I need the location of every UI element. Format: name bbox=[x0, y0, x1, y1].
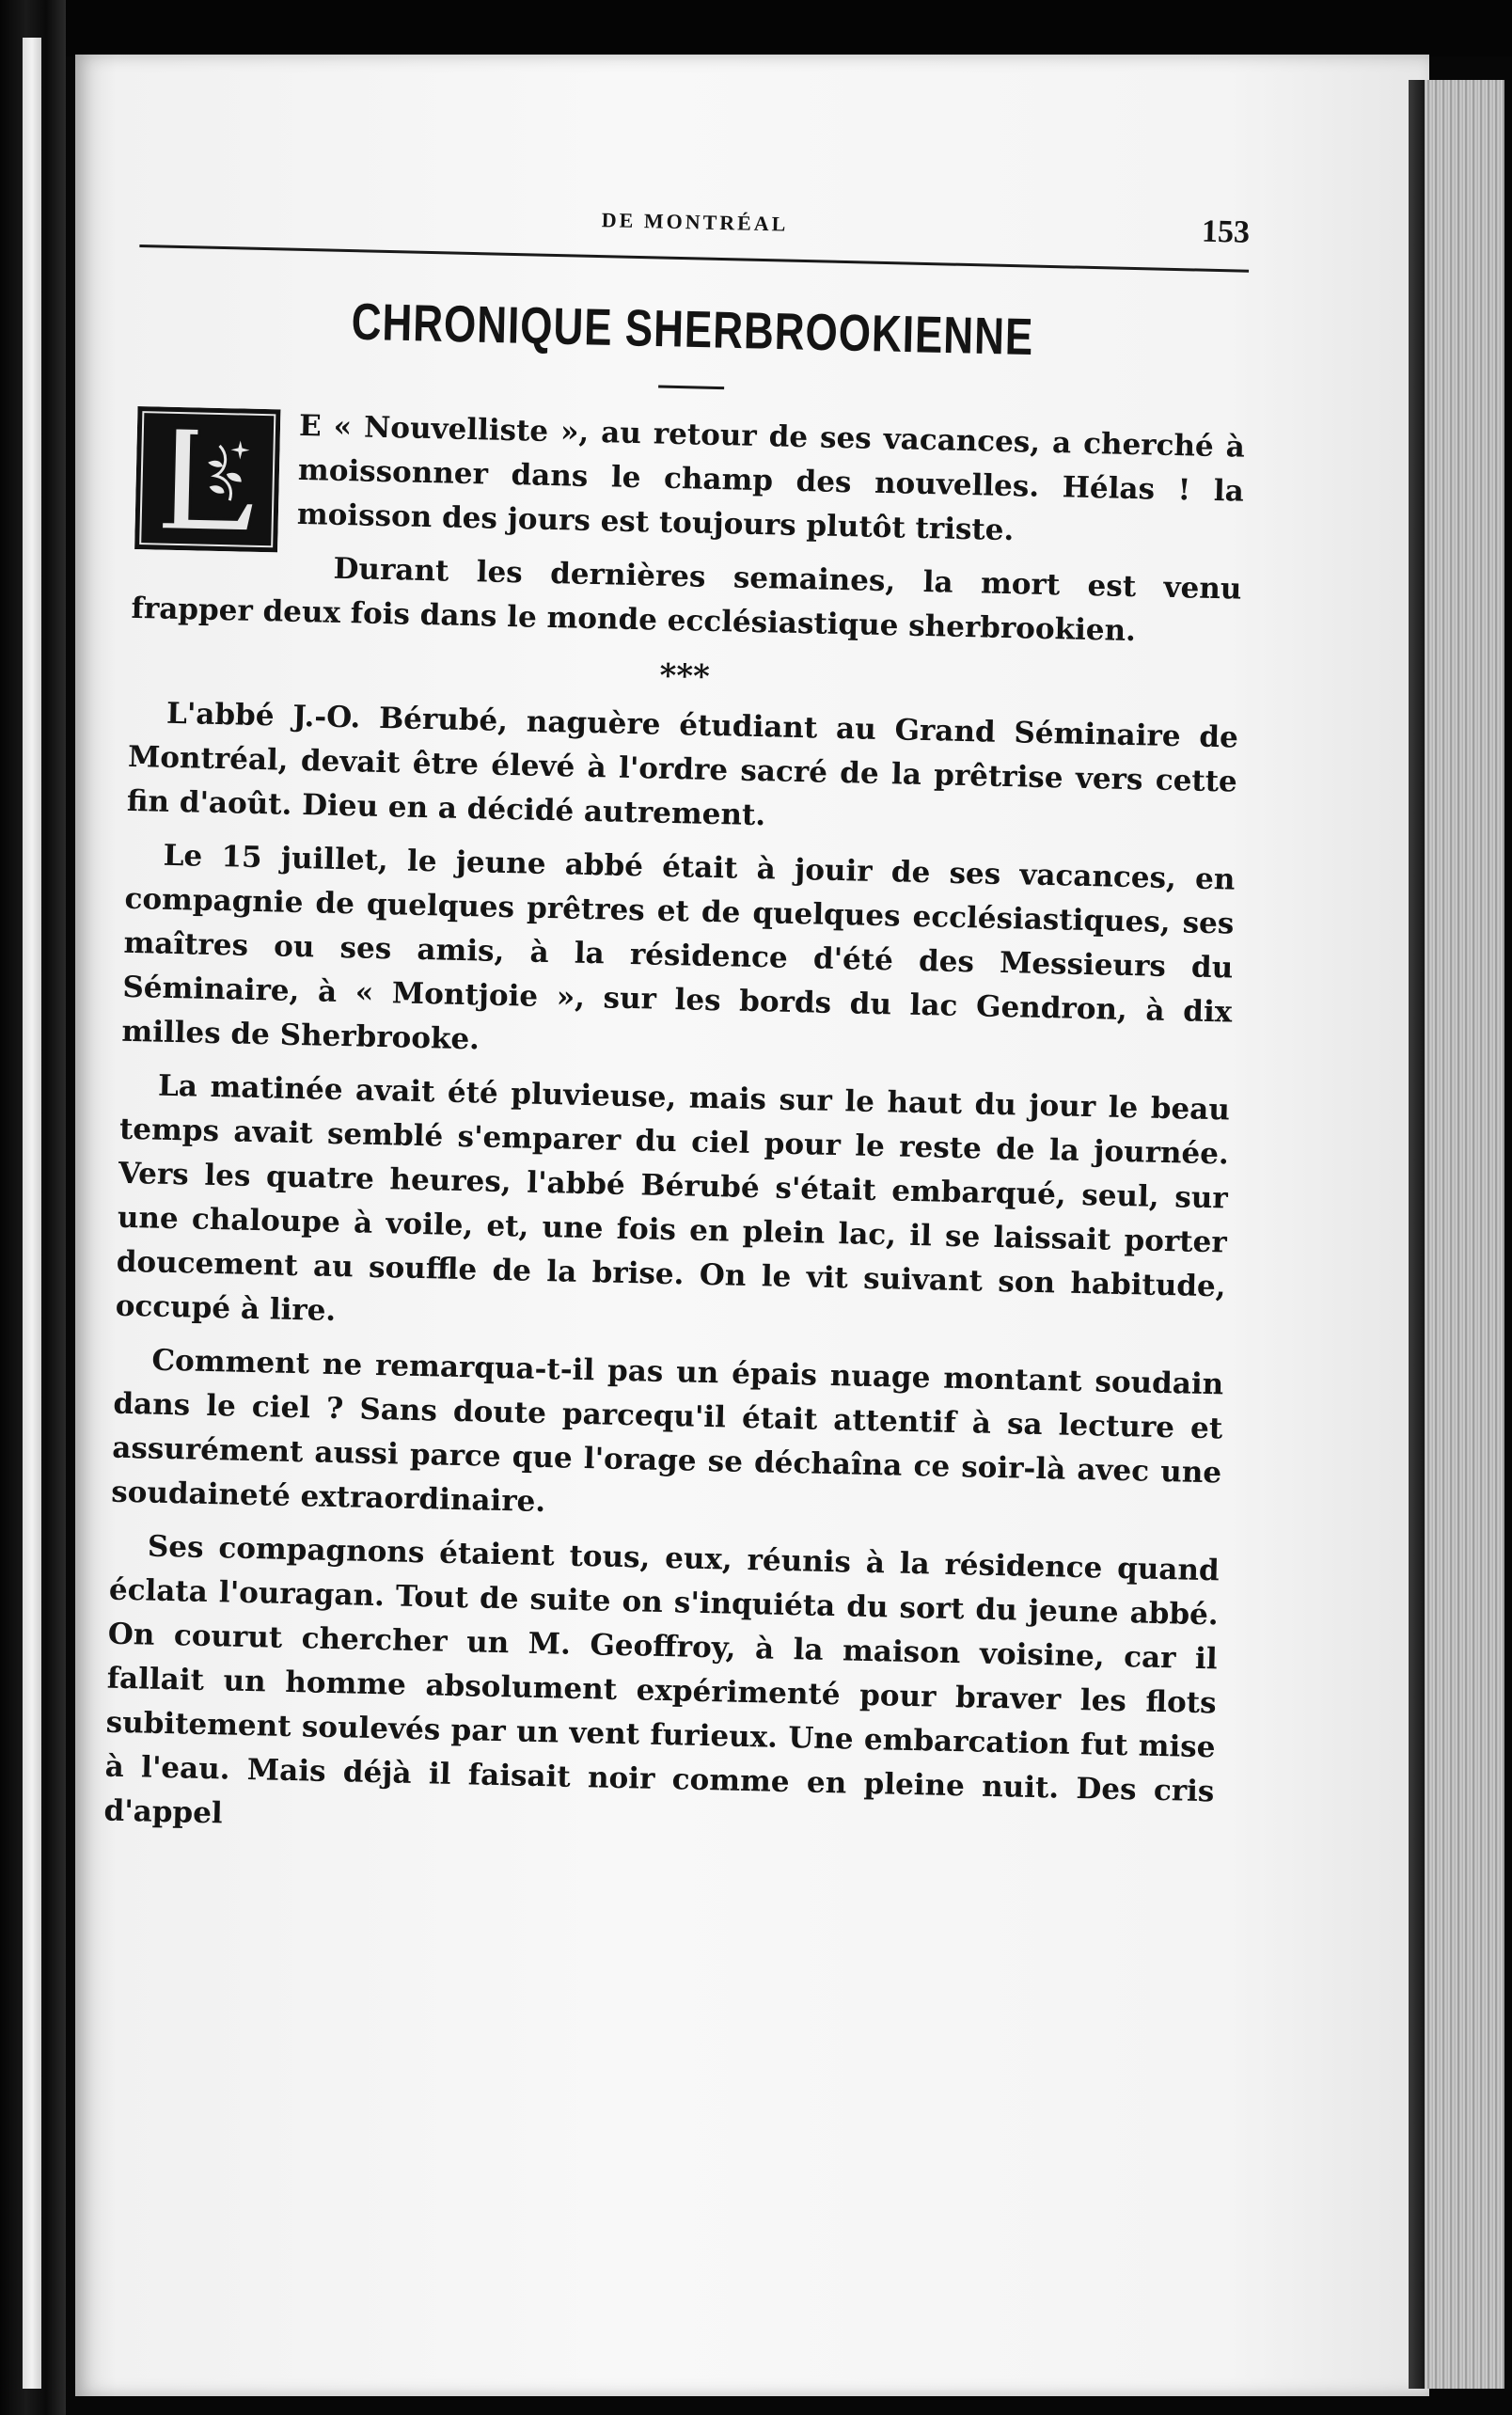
article-title: CHRONIQUE SHERBROOKIENNE bbox=[351, 292, 1034, 367]
ornamental-dropcap-l bbox=[134, 406, 280, 552]
top-dark-border bbox=[0, 0, 1512, 56]
running-head-title: DE MONTRÉAL bbox=[601, 208, 789, 236]
title-underline bbox=[658, 386, 724, 390]
page-number: 153 bbox=[1201, 213, 1251, 250]
paragraph-cloud: Comment ne remarqua-t-il pas un épais nuage montant soudain dans le ciel ? Sans doute parcequ'il était attentif à sa lecture et assurément aussi parce que l'orage se déchaîna ce soir-là avec une soudaineté extraordinaire. bbox=[110, 1343, 1224, 1520]
intro-paragraph: E « Nouvelliste », au retour de ses vacances, a cherché à moissonner dans le champ des nouvelles. Hélas ! la moisson des jours est toujours plutôt triste. bbox=[296, 408, 1246, 548]
page-stack-edges bbox=[1425, 80, 1504, 2389]
paragraph-berube: L'abbé J.-O. Bérubé, naguère étudiant au Grand Séminaire de Montréal, devait être élevé à l'ordre sacré de la prêtrise vers cette fin d'août. Dieu en a décidé autrement. bbox=[126, 696, 1239, 833]
binding-strip bbox=[23, 38, 41, 2389]
page-content bbox=[103, 179, 1251, 1858]
paragraph-companions: Ses compagnons étaient tous, eux, réunis à la résidence quand éclata l'ouragan. Tout de suite on s'inquiéta du sort du jeune abbé. On courut chercher un M. Geoffroy, à la maison voisine, car il fallait un homme absolument expérimenté pour braver les flots subitement soulevés par un vent furieux. Une embarcation fut mise à l'eau. Mais déjà il faisait noir comme en pleine nuit. Des cris d'appel bbox=[103, 1529, 1221, 1831]
paragraph-july: Le 15 juillet, le jeune abbé était à jouir de ses vacances, en compagnie de quelques prêtres et de quelques ecclésiastiques, ses maîtres ou ses amis, à la résidence d'été des Messieurs du Séminaire, à « Montjoie », sur les bords du lac Gendron, à dix milles de Sherbrooke. bbox=[121, 838, 1236, 1057]
paragraph-morning: La matinée avait été pluvieuse, mais sur le haut du jour le beau temps avait semblé s'emparer du ciel pour le reste de la journée. Vers les quatre heures, l'abbé Bérubé s'était embarqué, seul, sur une chaloupe à voile, et, une fois en plein lac, il se laissait porter doucement au souffle de la brise. On le vit suivant son habitude, occupé à lire. bbox=[115, 1068, 1231, 1329]
intro-block bbox=[131, 401, 1245, 656]
asterism-separator: *** bbox=[659, 656, 711, 696]
paragraph-deaths: Durant les dernières semaines, la mort est venu frapper deux fois dans le monde ecclésiastique sherbrookien. bbox=[131, 551, 1242, 649]
